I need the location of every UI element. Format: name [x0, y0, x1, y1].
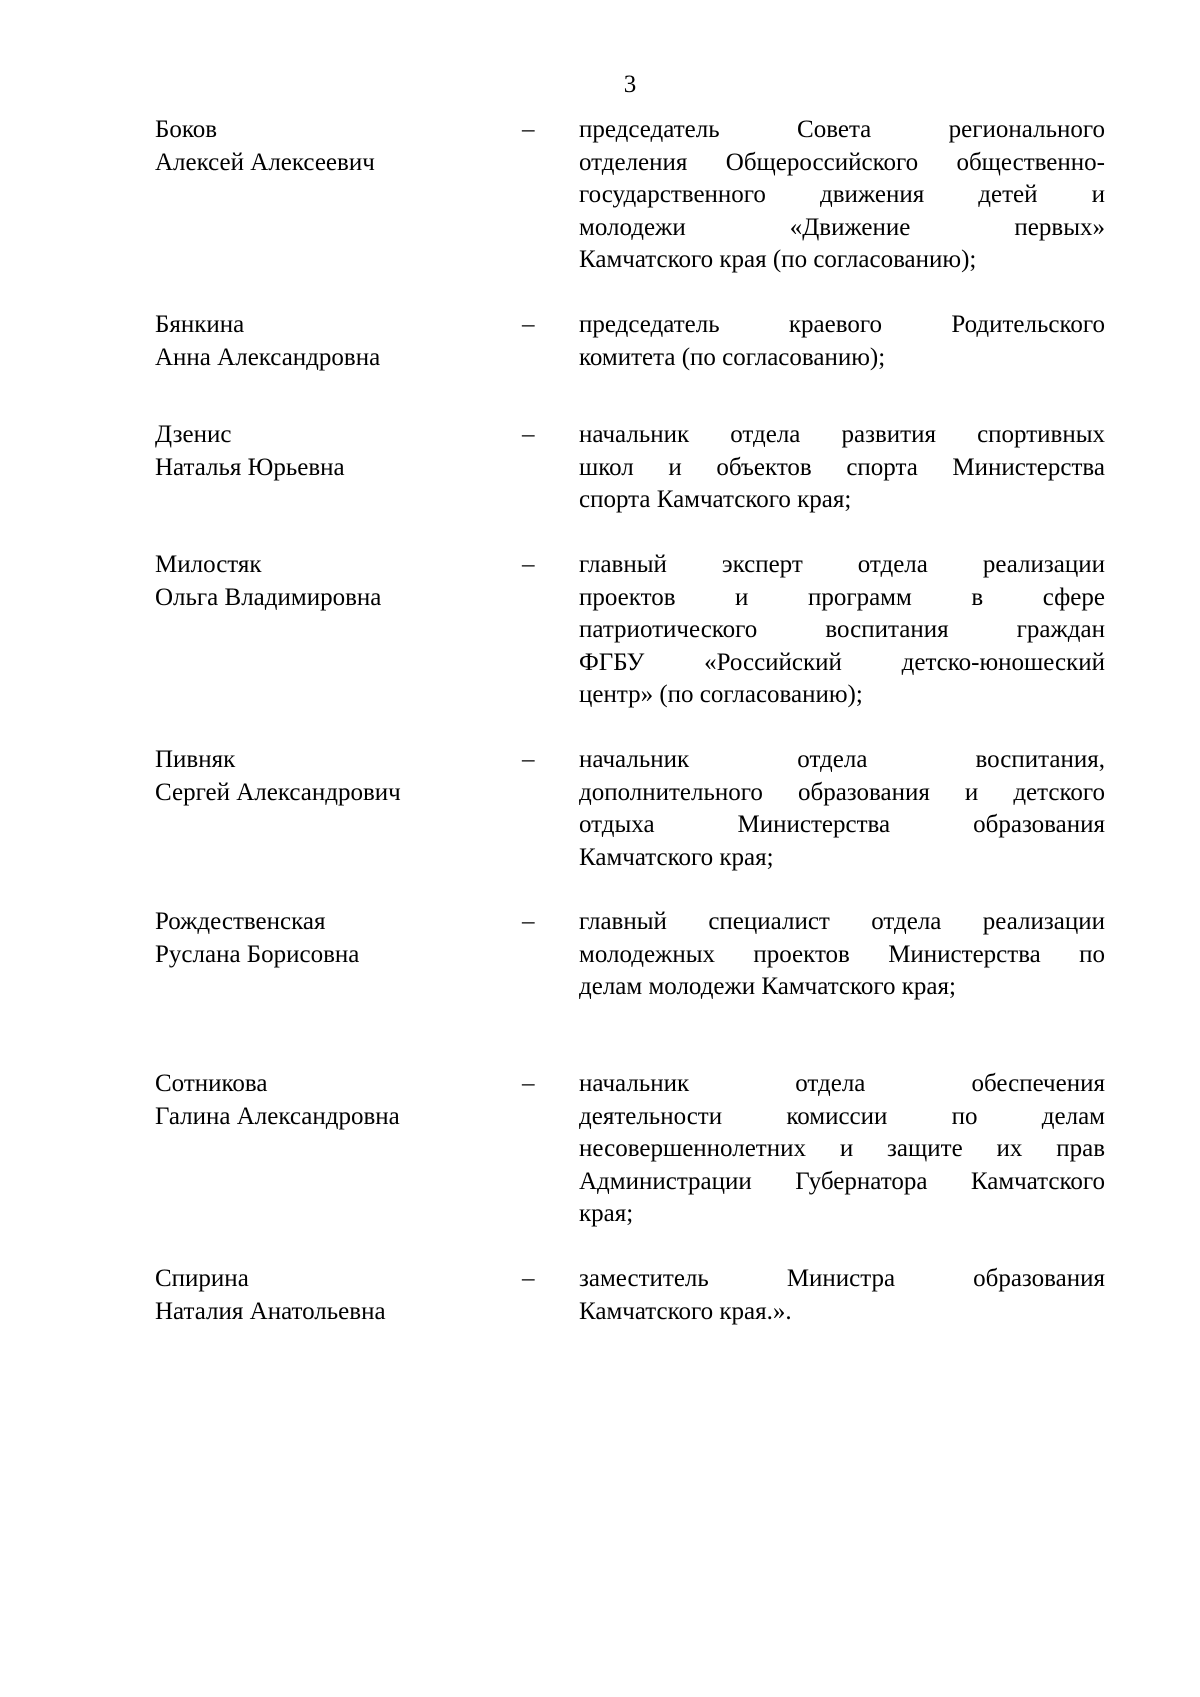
role-line: края;	[579, 1200, 634, 1227]
member-given-names: Сергей Александрович	[155, 778, 401, 806]
member-surname: Рождественская	[155, 908, 326, 935]
member-given-names: Руслана Борисовна	[155, 940, 360, 968]
role-line: центр» (по согласованию);	[579, 681, 863, 708]
member-given-names: Анна Александровна	[155, 343, 381, 371]
member-name	[155, 419, 495, 484]
member-given-names: Наталия Анатольевна	[155, 1297, 386, 1325]
member-given-names: Наталья Юрьевна	[155, 453, 345, 481]
role-line: школ и объектов спорта Министерства	[579, 453, 1105, 481]
dash-separator: –	[522, 1070, 535, 1097]
role-line: председатель Совета регионального	[579, 116, 1105, 143]
member-role	[579, 309, 1105, 374]
role-line: главный специалист отдела реализации	[579, 908, 1105, 935]
member-surname: Пивняк	[155, 746, 236, 773]
role-line: отделения Общероссийского общественно-	[579, 148, 1105, 176]
role-line: молодежи «Движение первых»	[579, 213, 1105, 241]
role-line: заместитель Министра образования	[579, 1265, 1105, 1292]
member-role	[579, 906, 1105, 1004]
role-line: начальник отдела обеспечения	[579, 1070, 1105, 1097]
role-line: председатель краевого Родительского	[579, 311, 1105, 338]
role-line: проектов и программ в сфере	[579, 583, 1105, 611]
role-line: государственного движения детей и	[579, 181, 1105, 208]
role-line: Камчатского края.».	[579, 1297, 792, 1325]
page-number: 3	[623, 71, 637, 98]
member-surname: Милостяк	[155, 551, 262, 578]
member-given-names: Ольга Владимировна	[155, 583, 382, 611]
dash-separator: –	[522, 421, 535, 448]
member-role	[579, 1068, 1105, 1231]
role-line: Камчатского края;	[579, 843, 774, 871]
role-line: молодежных проектов Министерства по	[579, 940, 1105, 968]
member-surname: Спирина	[155, 1265, 249, 1292]
member-surname: Бянкина	[155, 311, 245, 338]
role-line: ФГБУ «Российский детско-юношеский	[579, 648, 1105, 676]
role-line: дополнительного образования и детского	[579, 778, 1105, 806]
role-line: Администрации Губернатора Камчатского	[579, 1167, 1105, 1195]
member-name	[155, 1263, 495, 1328]
member-name	[155, 549, 495, 614]
role-line: отдыха Министерства образования	[579, 811, 1105, 838]
role-line: начальник отдела развития спортивных	[579, 421, 1105, 448]
member-role	[579, 114, 1105, 277]
member-name	[155, 906, 495, 971]
member-given-names: Галина Александровна	[155, 1102, 400, 1130]
role-line: Камчатского края (по согласованию);	[579, 246, 977, 273]
role-line: главный эксперт отдела реализации	[579, 551, 1105, 578]
member-name	[155, 309, 495, 374]
member-role	[579, 549, 1105, 712]
member-name	[155, 114, 495, 179]
dash-separator: –	[522, 551, 535, 578]
role-line: начальник отдела воспитания,	[579, 746, 1105, 773]
member-surname: Дзенис	[155, 421, 232, 448]
dash-separator: –	[522, 116, 535, 143]
dash-separator: –	[522, 311, 535, 338]
role-line: делам молодежи Камчатского края;	[579, 973, 956, 1000]
member-role	[579, 744, 1105, 874]
member-surname: Сотникова	[155, 1070, 268, 1097]
member-role	[579, 1263, 1105, 1328]
member-surname: Боков	[155, 116, 218, 143]
role-line: комитета (по согласованию);	[579, 343, 886, 371]
member-given-names: Алексей Алексеевич	[155, 148, 375, 176]
role-line: спорта Камчатского края;	[579, 486, 852, 513]
role-line: несовершеннолетних и защите их прав	[579, 1135, 1105, 1162]
member-role	[579, 419, 1105, 517]
member-name	[155, 1068, 495, 1133]
role-line: патриотического воспитания граждан	[579, 616, 1105, 643]
role-line: деятельности комиссии по делам	[579, 1102, 1105, 1130]
dash-separator: –	[522, 1265, 535, 1292]
member-name	[155, 744, 495, 809]
dash-separator: –	[522, 746, 535, 773]
dash-separator: –	[522, 908, 535, 935]
